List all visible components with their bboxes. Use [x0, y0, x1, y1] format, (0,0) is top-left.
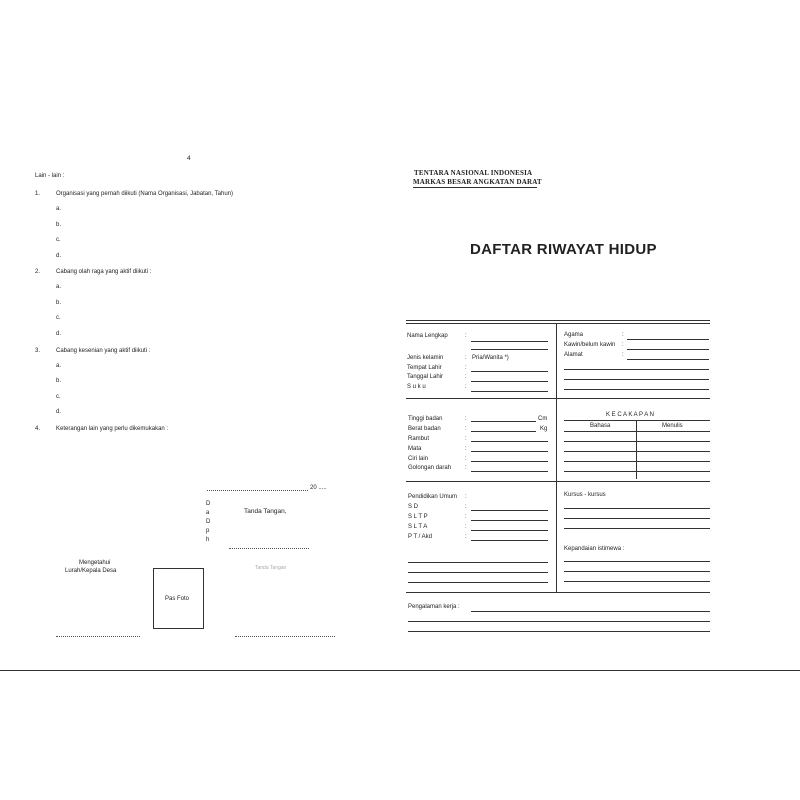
- berat-field[interactable]: [471, 431, 536, 432]
- section-1-item-c: c.: [56, 237, 61, 243]
- section-1-label: Organisasi yang pernah diikuti (Nama Organisasi, Jabatan, Tahun): [56, 191, 233, 197]
- kecakapan-col-menulis: Menulis: [662, 423, 683, 429]
- pendidikan-extra-1[interactable]: [408, 562, 548, 563]
- agama-label: Agama: [564, 332, 584, 338]
- rambut-label: Rambut: [408, 436, 430, 442]
- section-3-item-a: a.: [56, 363, 62, 369]
- pendidikan-extra-3[interactable]: [408, 582, 548, 583]
- tanggal-lahir-label: Tanggal Lahir: [407, 374, 444, 380]
- mengetahui-label: Mengetahui: [79, 560, 111, 566]
- tinggi-unit: Cm: [538, 416, 548, 422]
- slta-colon: :: [465, 524, 467, 530]
- pas-foto-label: Pas Foto: [165, 596, 190, 602]
- page-bottom-edge: [0, 670, 800, 671]
- section-1-item-b: b.: [56, 222, 62, 228]
- header-line-1: TENTARA NASIONAL INDONESIA: [414, 169, 533, 177]
- signature-line: [229, 548, 309, 549]
- golongan-label: Golongan darah: [408, 465, 452, 471]
- vertical-letter-5: h: [206, 537, 210, 543]
- section-1-item-a: a.: [56, 206, 62, 212]
- section-1-number: 1.: [35, 191, 41, 197]
- section-2-item-c: c.: [56, 315, 61, 321]
- kecakapan-col-rule: [564, 431, 710, 432]
- kecakapan-row-3[interactable]: [564, 461, 710, 462]
- pendidikan-label: Pendidikan Umum: [408, 494, 458, 500]
- vertical-letter-3: D: [206, 519, 211, 525]
- nama-field[interactable]: [471, 341, 548, 342]
- pt-label: P T / Akd: [408, 534, 433, 540]
- berat-unit: Kg: [540, 426, 548, 432]
- kursus-field-3[interactable]: [564, 528, 710, 529]
- date-year-suffix: 20 .....: [310, 485, 327, 491]
- rambut-colon: :: [465, 436, 467, 442]
- mata-label: Mata: [408, 446, 422, 452]
- section-1-item-d: d.: [56, 253, 62, 259]
- section-2-item-a: a.: [56, 284, 62, 290]
- kursus-label: Kursus - kursus: [564, 492, 606, 498]
- kecakapan-col-bahasa: Bahasa: [590, 423, 611, 429]
- golongan-field[interactable]: [471, 471, 548, 472]
- pendidikan-extra-2[interactable]: [408, 572, 548, 573]
- section-3-item-c: c.: [56, 394, 61, 400]
- slta-label: S L T A: [408, 524, 428, 530]
- tempat-lahir-field[interactable]: [471, 371, 548, 372]
- kursus-field-2[interactable]: [564, 518, 710, 519]
- sd-field[interactable]: [471, 510, 548, 511]
- alamat-field-2[interactable]: [564, 369, 709, 370]
- tanda-tangan-label: Tanda Tangan,: [244, 508, 287, 515]
- alamat-field-3[interactable]: [564, 379, 709, 380]
- divider-2: [406, 481, 710, 482]
- sltp-label: S L T P: [408, 514, 428, 520]
- kawin-field[interactable]: [627, 349, 709, 350]
- kepandaian-label: Kepandaian istimewa :: [564, 546, 625, 552]
- section-4-label: Keterangan lain yang perlu dikemukakan :: [56, 426, 169, 432]
- nama-field-2[interactable]: [471, 349, 548, 350]
- suku-label: S u k u: [407, 384, 426, 390]
- slta-field[interactable]: [471, 530, 548, 531]
- alamat-field-4[interactable]: [564, 389, 709, 390]
- sd-label: S D: [408, 504, 419, 510]
- vertical-letter-1: D: [206, 501, 211, 507]
- pt-colon: :: [465, 534, 467, 540]
- berat-label: Berat badan: [408, 426, 441, 432]
- alamat-label: Alamat: [564, 352, 583, 358]
- kecakapan-row-1[interactable]: [564, 441, 710, 442]
- sltp-field[interactable]: [471, 520, 548, 521]
- divider-1: [406, 398, 710, 399]
- suku-field[interactable]: [471, 391, 548, 392]
- pt-field[interactable]: [471, 540, 548, 541]
- tinggi-colon: :: [465, 416, 467, 422]
- alamat-field-1[interactable]: [627, 359, 709, 360]
- kecakapan-row-2[interactable]: [564, 451, 710, 452]
- section-3-item-d: d.: [56, 409, 62, 415]
- lurah-label: Lurah/Kepala Desa: [65, 568, 117, 574]
- faint-tanda-tangan: Tanda Tangan: [255, 565, 287, 571]
- tanggal-lahir-colon: :: [465, 374, 467, 380]
- header-line-2: MARKAS BESAR ANGKATAN DARAT: [413, 178, 542, 186]
- nama-label: Nama Lengkap: [407, 333, 448, 339]
- kawin-colon: :: [622, 342, 624, 348]
- alamat-colon: :: [622, 352, 624, 358]
- pengalaman-label: Pengalaman kerja :: [408, 604, 460, 610]
- kecakapan-header-rule: [564, 420, 710, 421]
- agama-colon: :: [622, 332, 624, 338]
- tinggi-field[interactable]: [471, 421, 536, 422]
- vertical-letter-4: p: [206, 528, 210, 534]
- section-2-label: Cabang olah raga yang aktif diikuti :: [56, 269, 152, 275]
- page-number: 4: [187, 155, 191, 162]
- section-2-item-b: b.: [56, 300, 62, 306]
- golongan-colon: :: [465, 465, 467, 471]
- rambut-field[interactable]: [471, 441, 548, 442]
- kepandaian-field-3[interactable]: [564, 581, 710, 582]
- suku-colon: :: [465, 384, 467, 390]
- ciri-colon: :: [465, 456, 467, 462]
- pendidikan-colon: :: [465, 494, 467, 500]
- pengalaman-field-1[interactable]: [471, 611, 710, 612]
- section-3-item-b: b.: [56, 378, 62, 384]
- tempat-lahir-colon: :: [465, 365, 467, 371]
- pengalaman-field-3[interactable]: [408, 631, 710, 632]
- sd-colon: :: [465, 504, 467, 510]
- lurah-signature-line: [56, 636, 140, 637]
- jenis-kelamin-value: Pria/Wanita *): [472, 355, 509, 361]
- header-underline: [413, 187, 537, 188]
- jenis-kelamin-label: Jenis kelamin: [407, 355, 444, 361]
- mata-colon: :: [465, 446, 467, 452]
- divider-3: [406, 592, 710, 593]
- sltp-colon: :: [465, 514, 467, 520]
- pas-foto-box: [153, 568, 204, 629]
- nama-colon: :: [465, 333, 467, 339]
- form-top-rule-2: [406, 323, 710, 324]
- page-title: DAFTAR RIWAYAT HIDUP: [470, 241, 657, 258]
- tempat-lahir-label: Tempat Lahir: [407, 365, 442, 371]
- section-4-number: 4.: [35, 426, 41, 432]
- kepandaian-field-2[interactable]: [564, 571, 710, 572]
- pengalaman-field-2[interactable]: [408, 621, 710, 622]
- tanggal-lahir-field[interactable]: [471, 381, 548, 382]
- section-3-label: Cabang kesenian yang aktif diikuti :: [56, 348, 151, 354]
- date-place-line: [207, 490, 308, 491]
- kursus-field-1[interactable]: [564, 508, 710, 509]
- section-2-number: 2.: [35, 269, 41, 275]
- jenis-kelamin-colon: :: [465, 355, 467, 361]
- form-center-divider: [556, 324, 557, 592]
- kecakapan-title: K E C A K A P A N: [606, 412, 654, 418]
- berat-colon: :: [465, 426, 467, 432]
- vertical-letter-2: a: [206, 510, 210, 516]
- section-3-number: 3.: [35, 348, 41, 354]
- mata-field[interactable]: [471, 451, 548, 452]
- kawin-label: Kawin/belum kawin: [564, 342, 616, 348]
- ciri-label: Ciri lain: [408, 456, 429, 462]
- form-top-rule-1: [406, 320, 710, 321]
- tinggi-label: Tinggi badan: [408, 416, 443, 422]
- kecakapan-row-4[interactable]: [564, 471, 710, 472]
- section-2-item-d: d.: [56, 331, 62, 337]
- lain-lain-heading: Lain - lain :: [35, 173, 65, 179]
- kepandaian-field-1[interactable]: [564, 561, 710, 562]
- agama-field[interactable]: [627, 339, 709, 340]
- owner-signature-line: [235, 636, 335, 637]
- ciri-field[interactable]: [471, 461, 548, 462]
